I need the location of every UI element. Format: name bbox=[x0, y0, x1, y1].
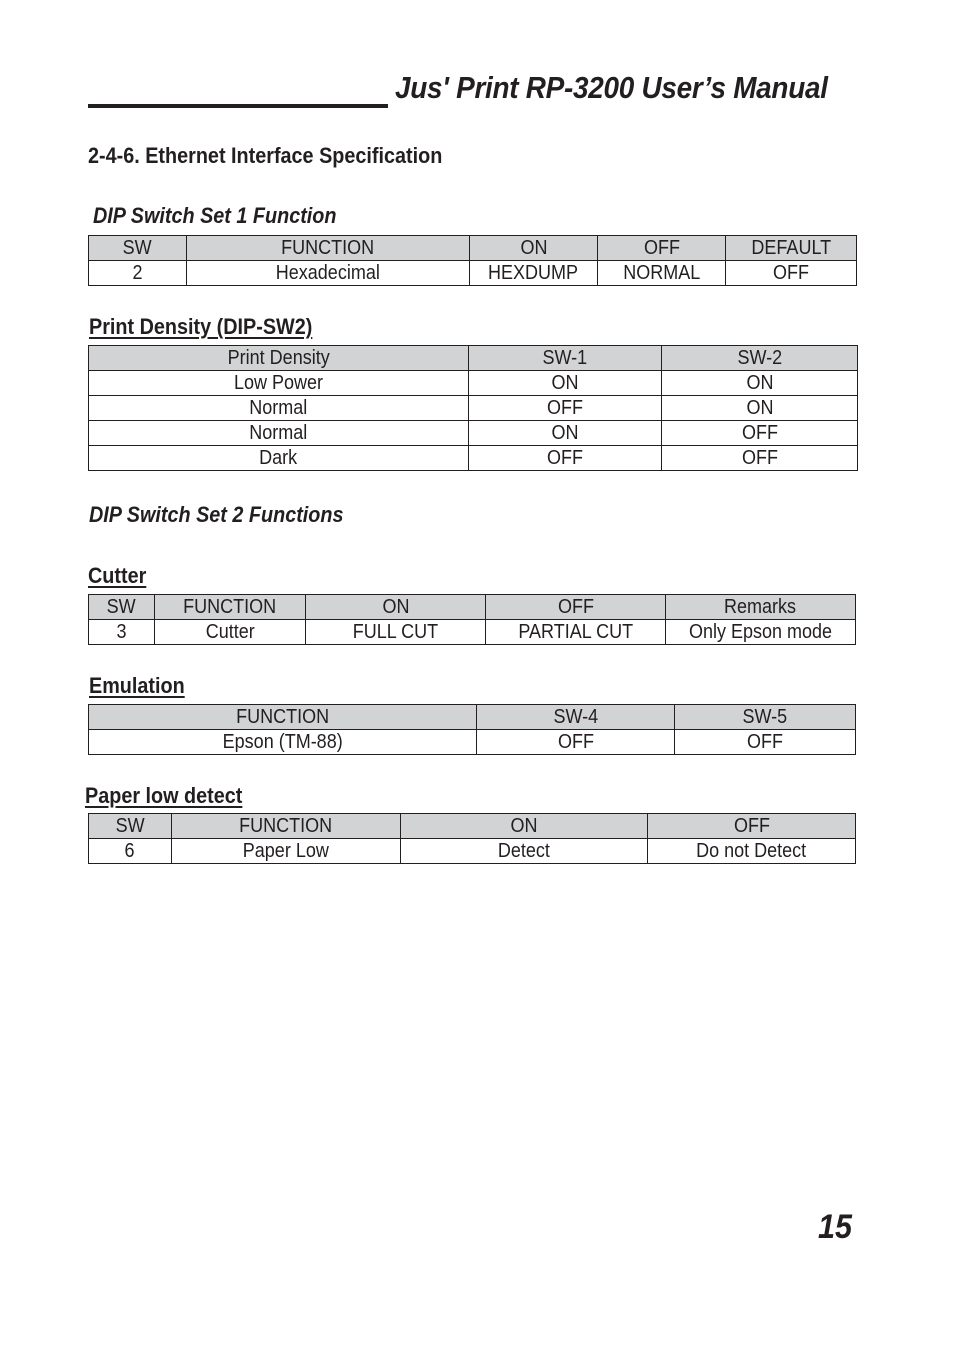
table-header-row bbox=[89, 814, 856, 839]
column-header: SW bbox=[89, 814, 172, 839]
table-cell: OFF bbox=[469, 446, 662, 471]
column-header: DEFAULT bbox=[726, 236, 857, 261]
table-cell: OFF bbox=[726, 261, 857, 286]
table-cell: ON bbox=[469, 421, 662, 446]
table-cell: Normal bbox=[89, 396, 469, 421]
table-cell: Low Power bbox=[89, 371, 469, 396]
table-cell: 2 bbox=[89, 261, 187, 286]
table-cell: Do not Detect bbox=[648, 839, 856, 864]
table-row bbox=[89, 730, 856, 755]
table-cell: Hexadecimal bbox=[187, 261, 470, 286]
table-row bbox=[89, 620, 856, 645]
table-row bbox=[89, 421, 858, 446]
dip1-table bbox=[88, 235, 857, 286]
emulation-heading: Emulation bbox=[89, 673, 185, 698]
column-header: SW-5 bbox=[675, 705, 856, 730]
column-header: SW-4 bbox=[477, 705, 675, 730]
table-cell: FULL CUT bbox=[306, 620, 486, 645]
table-cell: OFF bbox=[477, 730, 675, 755]
paper-low-heading: Paper low detect bbox=[85, 783, 243, 808]
table-header-row bbox=[89, 236, 857, 261]
table-cell: OFF bbox=[469, 396, 662, 421]
column-header: SW bbox=[89, 236, 187, 261]
table-row bbox=[89, 371, 858, 396]
column-header: SW bbox=[89, 595, 155, 620]
table-cell: ON bbox=[469, 371, 662, 396]
dip1-heading: DIP Switch Set 1 Function bbox=[93, 203, 337, 228]
table-cell: ON bbox=[662, 371, 858, 396]
density-heading: Print Density (DIP-SW2) bbox=[89, 314, 313, 339]
table-cell: ON bbox=[662, 396, 858, 421]
cutter-table bbox=[88, 594, 856, 645]
column-header: OFF bbox=[648, 814, 856, 839]
table-row bbox=[89, 261, 857, 286]
column-header: FUNCTION bbox=[172, 814, 401, 839]
table-row bbox=[89, 446, 858, 471]
column-header: FUNCTION bbox=[155, 595, 306, 620]
column-header: OFF bbox=[598, 236, 726, 261]
cutter-heading: Cutter bbox=[88, 563, 147, 588]
table-cell: Detect bbox=[401, 839, 648, 864]
manual-title: Jus' Print RP-3200 User’s Manual bbox=[395, 70, 828, 105]
table-header-row bbox=[89, 595, 856, 620]
paper-low-table bbox=[88, 813, 856, 864]
page-number: 15 bbox=[818, 1208, 853, 1246]
column-header: ON bbox=[401, 814, 648, 839]
table-cell: OFF bbox=[675, 730, 856, 755]
table-row bbox=[89, 396, 858, 421]
dip2-heading: DIP Switch Set 2 Functions bbox=[89, 502, 344, 527]
density-table bbox=[88, 345, 858, 471]
table-cell: Cutter bbox=[155, 620, 306, 645]
table-row bbox=[89, 839, 856, 864]
table-cell: 3 bbox=[89, 620, 155, 645]
column-header: Remarks bbox=[666, 595, 856, 620]
table-header-row bbox=[89, 346, 858, 371]
header-rule bbox=[88, 104, 388, 108]
table-cell: OFF bbox=[662, 446, 858, 471]
column-header: FUNCTION bbox=[89, 705, 477, 730]
table-cell: NORMAL bbox=[598, 261, 726, 286]
table-cell: Epson (TM-88) bbox=[89, 730, 477, 755]
table-cell: HEXDUMP bbox=[470, 261, 598, 286]
emulation-table bbox=[88, 704, 856, 755]
section-heading: 2-4-6. Ethernet Interface Specification bbox=[88, 143, 443, 168]
table-cell: Paper Low bbox=[172, 839, 401, 864]
column-header: OFF bbox=[486, 595, 666, 620]
column-header: ON bbox=[306, 595, 486, 620]
column-header: SW-1 bbox=[469, 346, 662, 371]
column-header: Print Density bbox=[89, 346, 469, 371]
table-header-row bbox=[89, 705, 856, 730]
column-header: FUNCTION bbox=[187, 236, 470, 261]
table-cell: OFF bbox=[662, 421, 858, 446]
table-cell: 6 bbox=[89, 839, 172, 864]
column-header: SW-2 bbox=[662, 346, 858, 371]
table-cell: Normal bbox=[89, 421, 469, 446]
column-header: ON bbox=[470, 236, 598, 261]
table-cell: Dark bbox=[89, 446, 469, 471]
table-cell: PARTIAL CUT bbox=[486, 620, 666, 645]
table-cell: Only Epson mode bbox=[666, 620, 856, 645]
